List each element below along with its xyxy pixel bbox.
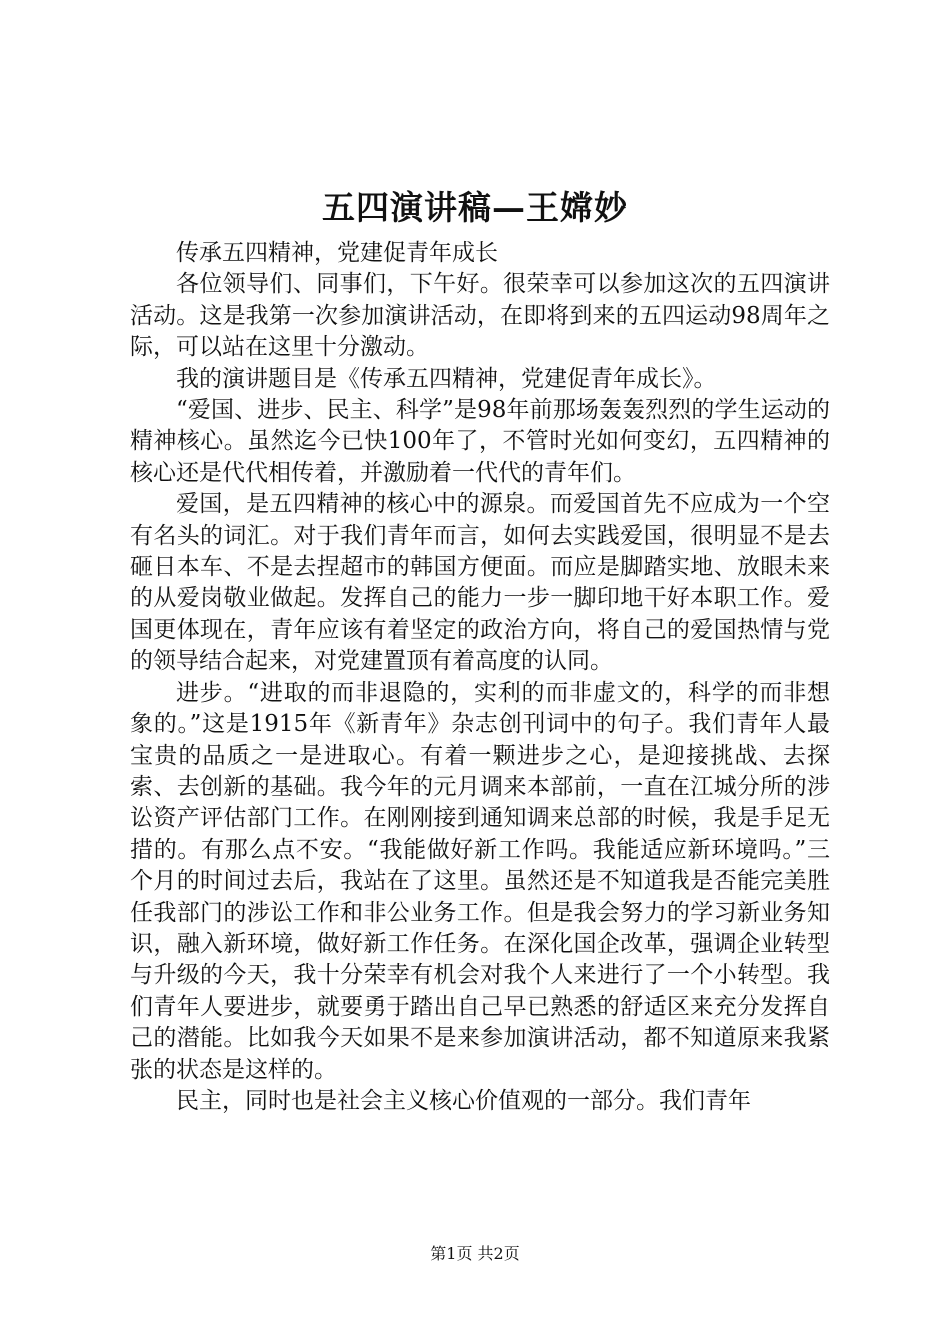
progress-paragraph: 进步。“进取的而非退隐的，实利的而非虚文的，科学的而非想象的。”这是1915年《新青年》杂志创刊词中的句子。我们青年人最宝贵的品质之一是进取心。有着一颗进步之心，是迎接挑战、去探索、去创新的基础。我今年的元月调来本部前，一直在江城分所的涉讼资产评估部门工作。在刚刚接到通知调来总部的时候，我是手足无措的。有那么点不安。“我能做好新工作吗。我能适应新环境吗。”三个月的时间过去后，我站在了这里。虽然还是不知道我是否能完美胜任我部门的涉讼工作和非公业务工作。但是我会努力的学习新业务知识，融入新环境，做好新工作任务。在深化国企改革，强调企业转型与升级的今天，我十分荣幸有机会对我个人来进行了一个小转型。我们青年人要进步，就要勇于踏出自己早已熟悉的舒适区来充分发挥自己的潜能。比如我今天如果不是来参加演讲活动，都不知道原来我紧张的状态是这样的。 — [130, 679, 830, 1083]
core-spirit-paragraph: “爱国、进步、民主、科学”是98年前那场轰轰烈烈的学生运动的精神核心。虽然迄今已快100年了，不管时光如何变幻，五四精神的核心还是代代相传着，并激励着一代代的青年们。 — [130, 397, 830, 486]
page-title: 五四演讲稿—王嫦妙 — [322, 188, 628, 227]
page-number-footer: 第1页 共2页 — [430, 1244, 520, 1263]
greeting-paragraph: 各位领导们、同事们，下午好。很荣幸可以参加这次的五四演讲活动。这是我第一次参加演讲活动，在即将到来的五四运动98周年之际，可以站在这里十分激动。 — [130, 271, 830, 361]
document-body — [130, 238, 830, 1117]
democracy-paragraph: 民主，同时也是社会主义核心价值观的一部分。我们青年 — [176, 1087, 751, 1114]
subtitle-paragraph: 传承五四精神，党建促青年成长 — [176, 240, 498, 266]
patriotism-paragraph: 爱国，是五四精神的核心中的源泉。而爱国首先不应成为一个空有名头的词汇。对于我们青年而言，如何去实践爱国，很明显不是去砸日本车、不是去捏超市的韩国方便面。而应是脚踏实地、放眼未来的从爱岗敬业做起。发挥自己的能力一步一脚印地干好本职工作。爱国更体现在，青年应该有着坚定的政治方向，将自己的爱国热情与党的领导结合起来，对党建置顶有着高度的认同。 — [130, 491, 830, 675]
topic-paragraph: 我的演讲题目是《传承五四精神，党建促青年成长》。 — [176, 365, 717, 392]
